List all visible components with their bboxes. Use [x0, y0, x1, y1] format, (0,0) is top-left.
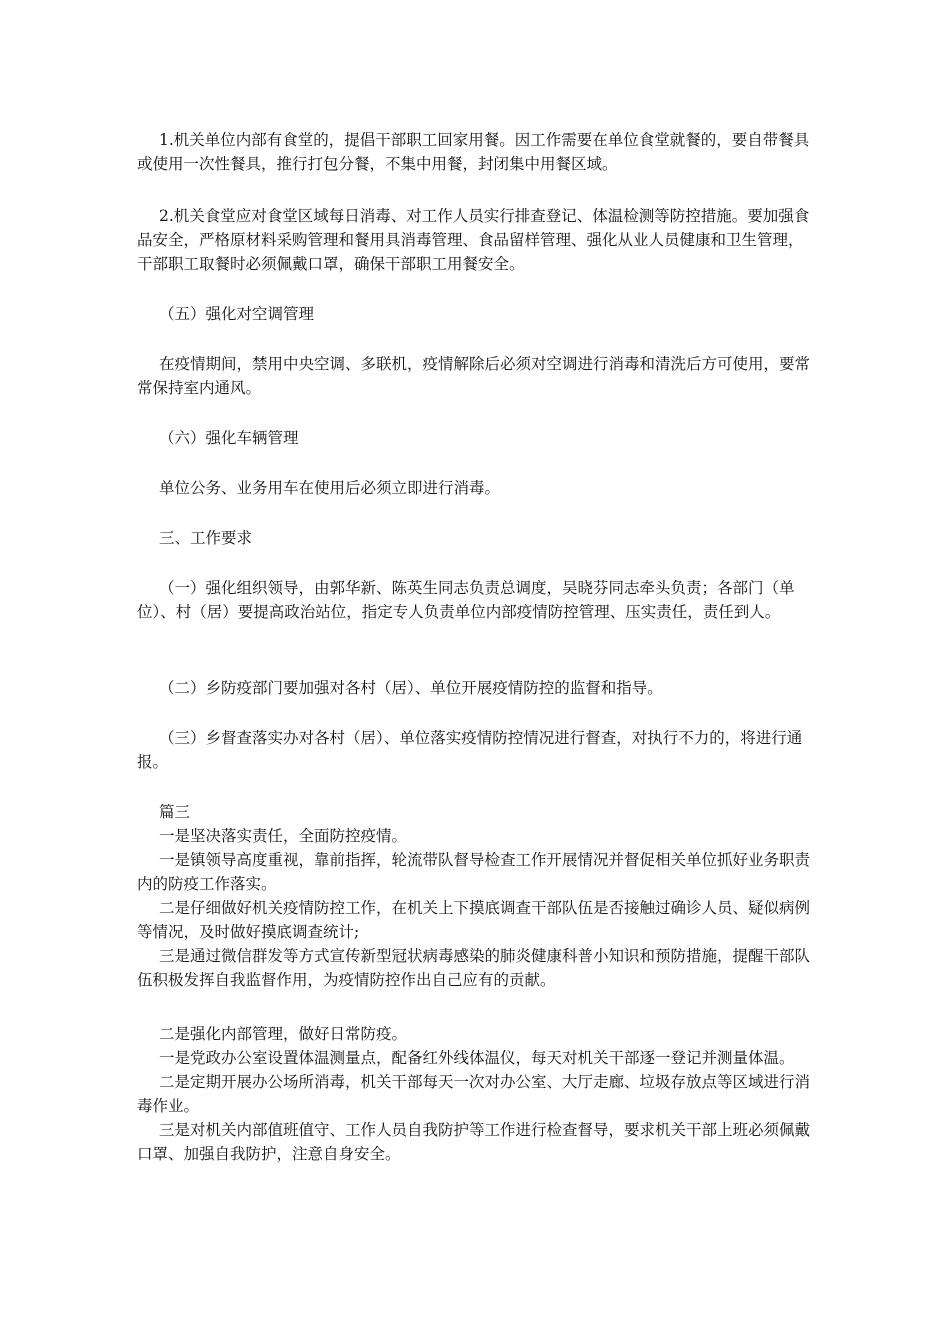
- heading-text: （五）强化对空调管理: [159, 305, 315, 323]
- part-title: 篇三: [159, 803, 191, 821]
- list-item: 二是强化内部管理，做好日常防疫。: [159, 1025, 408, 1043]
- list-item: 三是对机关内部值班值守、工作人员自我防护等工作进行检查督导，要求机关干部上班必须佩戴口罩、加强自我防护，注意自身安全。: [137, 1121, 811, 1163]
- paragraph-text: 单位公务、业务用车在使用后必须立即进行消毒。: [159, 479, 501, 497]
- paragraph-air-conditioning: [137, 352, 817, 400]
- heading-text: 三、工作要求: [159, 529, 253, 547]
- section-internal-management: [137, 1022, 817, 1166]
- list-item: 一是坚决落实责任，全面防控疫情。: [159, 827, 408, 845]
- paragraph-text: 2.机关食堂应对食堂区域每日消毒、对工作人员实行排查登记、体温检测等防控措施。要加强食品安全，严格原材料采购管理和餐用具消毒管理、食品留样管理、强化从业人员健康和卫生管理，干部职工取餐时必须佩戴口罩，确保干部职工用餐安全。: [137, 207, 810, 273]
- list-item: 三是通过微信群发等方式宣传新型冠状病毒感染的肺炎健康科普小知识和预防措施，提醒干部队伍积极发挥自我监督作用，为疫情防控作出自己应有的贡献。: [137, 947, 811, 989]
- paragraph-text: （二）乡防疫部门要加强对各村（居）、单位开展疫情防控的监督和指导。: [159, 679, 663, 697]
- paragraph-requirement-3: [137, 726, 817, 774]
- paragraph-text: （一）强化组织领导，由郭华新、陈英生同志负责总调度，吴晓芬同志牵头负责；各部门（单位）、村（居）要提高政治站位，指定专人负责单位内部疫情防控管理、压实责任，责任到人。: [137, 579, 795, 621]
- section-part-three: [137, 800, 817, 992]
- heading-vehicles: [137, 426, 817, 450]
- heading-air-conditioning: [137, 302, 817, 326]
- paragraph-canteen-2: [137, 204, 817, 276]
- paragraph-text: 在疫情期间，禁用中央空调、多联机，疫情解除后必须对空调进行消毒和清洗后方可使用，要常常保持室内通风。: [137, 355, 811, 397]
- paragraph-vehicles: [137, 476, 817, 500]
- list-item: 二是仔细做好机关疫情防控工作，在机关上下摸底调查干部队伍是否接触过确诊人员、疑似病例等情况，及时做好摸底调查统计;: [137, 899, 811, 941]
- paragraph-canteen-1: [137, 128, 817, 176]
- heading-work-requirements: [137, 526, 817, 550]
- paragraph-text: （三）乡督查落实办对各村（居）、单位落实疫情防控情况进行督查，对执行不力的，将进行通报。: [137, 729, 803, 771]
- list-item: 一是镇领导高度重视，靠前指挥，轮流带队督导检查工作开展情况并督促相关单位抓好业务职责内的防疫工作落实。: [137, 851, 811, 893]
- list-item: 二是定期开展办公场所消毒，机关干部每天一次对办公室、大厅走廊、垃圾存放点等区域进行消毒作业。: [137, 1073, 811, 1115]
- heading-text: （六）强化车辆管理: [159, 429, 299, 447]
- paragraph-requirement-2: [137, 676, 817, 700]
- list-item: 一是党政办公室设置体温测量点，配备红外线体温仪，每天对机关干部逐一登记并测量体温。: [159, 1049, 795, 1067]
- paragraph-requirement-1: [137, 576, 817, 624]
- paragraph-text: 1.机关单位内部有食堂的，提倡干部职工回家用餐。因工作需要在单位食堂就餐的，要自带餐具或使用一次性餐具，推行打包分餐，不集中用餐，封闭集中用餐区域。: [137, 131, 810, 173]
